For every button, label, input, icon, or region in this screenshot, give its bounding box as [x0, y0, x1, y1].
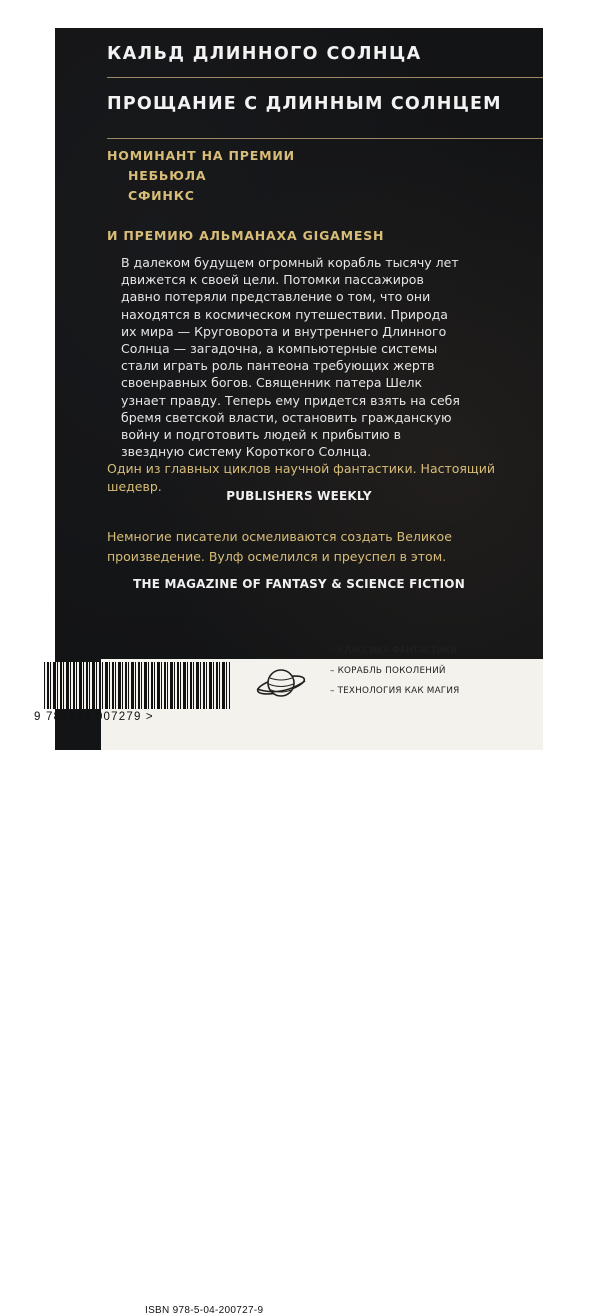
book-title: ПРОЩАНИЕ С ДЛИННЫМ СОЛНЦЕМ [107, 94, 502, 114]
isbn-label: ISBN 978-5-04-200727-9 [145, 1305, 264, 1316]
award-item: СФИНКС [128, 188, 195, 203]
saturn-planet-icon [255, 663, 307, 703]
barcode [44, 662, 230, 709]
book-description: В далеком будущем огромный корабль тысячу лет движется к своей цели. Потомки пассажиров давно потеряли представление о том, что они находятся в космическом путешествии. Природа их мира — Круговорота и внутреннего Длинного Солнца — загадочна, а компьютерные системы стали играть роль пантеона требующих жертв своенравных богов. Священник патера Шелк узнает правду. Теперь ему придется взять на себя бремя светской власти, остановить гражданскую войну и подготовить людей к прибытию в звездную систему Короткого Солнца. [121, 255, 460, 460]
genre-tag: – КОРАБЛЬ ПОКОЛЕНИЙ [330, 666, 446, 676]
book-back-cover [55, 28, 543, 1316]
genre-tags [330, 646, 459, 706]
divider-top [107, 77, 543, 78]
review-quote: Немногие писатели осмеливаются создать Великое произведение. Вулф осмелился и преуспел в этом. [107, 529, 452, 564]
awards-extra: И ПРЕМИЮ АЛЬМАНАХА GIGAMESH [107, 228, 385, 243]
genre-tag: – КЛАССИКА ФАНТАСТИКИ [330, 646, 457, 656]
review-source: PUBLISHERS WEEKLY [226, 489, 372, 503]
review-quote: Один из главных циклов научной фантастики. Настоящий шедевр. [107, 461, 495, 494]
awards-block [107, 148, 384, 248]
awards-nominee: НОМИНАНТ НА ПРЕМИИ [107, 148, 295, 163]
review-source: THE MAGAZINE OF FANTASY & SCIENCE FICTION [133, 577, 465, 591]
genre-tag: – ТЕХНОЛОГИЯ КАК МАГИЯ [330, 686, 460, 696]
series-title: КАЛЬД ДЛИННОГО СОЛНЦА [107, 44, 422, 64]
divider-bottom [107, 138, 543, 139]
barcode-digits: 9 785042 007279 > [34, 711, 154, 723]
award-item: НЕБЬЮЛА [128, 168, 207, 183]
